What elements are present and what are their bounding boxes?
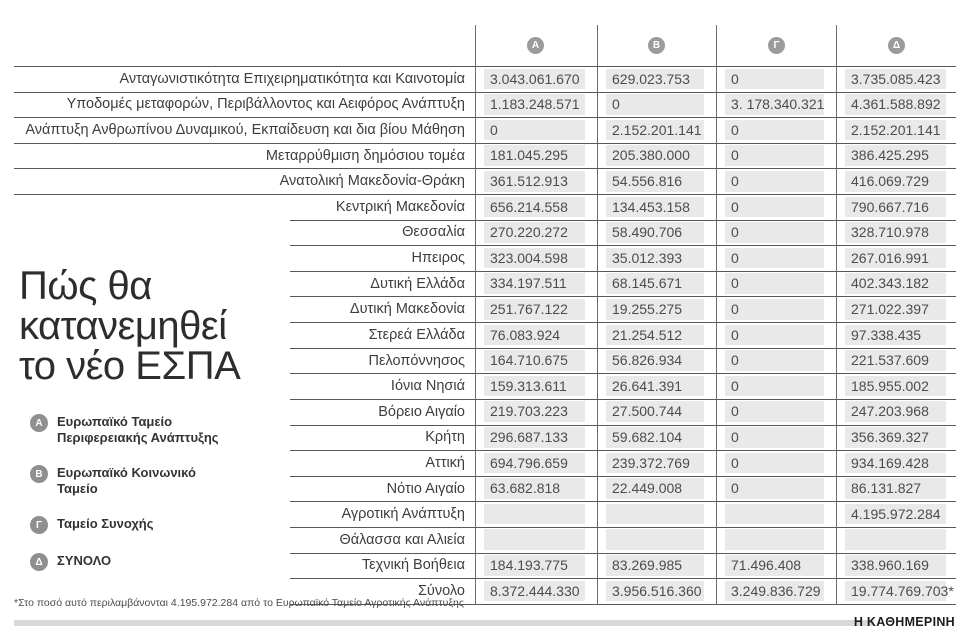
cell-value: 27.500.744: [606, 401, 704, 422]
row-label: Κρήτη: [425, 429, 465, 446]
table-cell-b: [597, 245, 716, 271]
table-cell-a: [475, 476, 597, 502]
table-cell-d: [836, 143, 958, 169]
cell-value: 656.214.558: [484, 197, 585, 218]
cell-value: 58.490.706: [606, 222, 704, 243]
legend-badge-d-icon: Δ: [30, 553, 48, 571]
cell-value: 3.043.061.670: [484, 69, 585, 90]
table-cell-b: [597, 399, 716, 425]
table-cell-c: [716, 476, 836, 502]
legend-label: ΣΥΝΟΛΟ: [57, 553, 112, 568]
cell-value: 3.956.516.360: [606, 581, 704, 602]
row-label: Βόρειο Αιγαίο: [378, 403, 465, 420]
table-cell-c: [716, 348, 836, 374]
table-cell-c: [716, 143, 836, 169]
cell-value: 21.254.512: [606, 325, 704, 346]
cell-value: 181.045.295: [484, 145, 585, 166]
cell-value: 0: [725, 197, 824, 218]
table-cell-b: [597, 527, 716, 553]
table-cell-c: [716, 553, 836, 579]
table-cell-d: [836, 425, 958, 451]
cell-value: 0: [725, 325, 824, 346]
table-cell-c: [716, 322, 836, 348]
cell-value: 629.023.753: [606, 69, 704, 90]
table-cell-b: [597, 194, 716, 220]
table-cell-a: [475, 578, 597, 604]
legend-item-total: [30, 553, 235, 571]
row-label: Δυτική Μακεδονία: [349, 301, 465, 318]
cell-value: 3. 178.340.321: [725, 94, 824, 115]
cell-value: 267.016.991: [845, 248, 946, 269]
table-row: [0, 220, 958, 246]
table-cell-d: [836, 168, 958, 194]
legend-item-erdf: [30, 414, 235, 446]
legend-badge-a-icon: Α: [30, 414, 48, 432]
table-cell-c: [716, 527, 836, 553]
cell-value: 0: [725, 69, 824, 90]
cell-value: 239.372.769: [606, 453, 704, 474]
cell-value: 0: [725, 120, 824, 141]
table-cell-a: [475, 117, 597, 143]
table-cell-a: [475, 296, 597, 322]
cell-value: 361.512.913: [484, 171, 585, 192]
table-cell-a: [475, 553, 597, 579]
table-cell-c: [716, 271, 836, 297]
table-cell-c: [716, 92, 836, 118]
column-badge-c: Γ: [768, 37, 785, 54]
cell-value: 0: [725, 376, 824, 397]
table-cell-b: [597, 450, 716, 476]
table-cell-c: [716, 117, 836, 143]
table-cell-b: [597, 501, 716, 527]
cell-value: 0: [725, 222, 824, 243]
cell-value: 19.255.275: [606, 299, 704, 320]
cell-value: 251.767.122: [484, 299, 585, 320]
row-label: Υποδομές μεταφορών, Περιβάλλοντος και Αειφόρος Ανάπτυξη: [66, 96, 465, 113]
table-cell-a: [475, 92, 597, 118]
table-cell-d: [836, 220, 958, 246]
table-cell-b: [597, 578, 716, 604]
cell-value: [725, 529, 824, 550]
table-cell-c: [716, 578, 836, 604]
cell-value: 416.069.729: [845, 171, 946, 192]
cell-value: 0: [725, 427, 824, 448]
cell-value: 0: [725, 401, 824, 422]
table-cell-c: [716, 450, 836, 476]
row-label: Ανατολική Μακεδονία-Θράκη: [279, 173, 465, 190]
cell-value: [484, 504, 585, 525]
table-cell-a: [475, 322, 597, 348]
cell-value: 22.449.008: [606, 478, 704, 499]
table-cell-d: [836, 92, 958, 118]
cell-value: 2.152.201.141: [845, 120, 946, 141]
table-cell-b: [597, 296, 716, 322]
cell-value: 59.682.104: [606, 427, 704, 448]
table-cell-d: [836, 501, 958, 527]
cell-value: 4.195.972.284: [845, 504, 946, 525]
row-label: Τεχνική Βοήθεια: [361, 557, 465, 574]
row-label: Στερεά Ελλάδα: [368, 326, 465, 343]
cell-value: 134.453.158: [606, 197, 704, 218]
cell-value: 934.169.428: [845, 453, 946, 474]
table-cell-a: [475, 194, 597, 220]
row-label: Θεσσαλία: [402, 224, 465, 241]
cell-value: 54.556.816: [606, 171, 704, 192]
table-cell-a: [475, 425, 597, 451]
cell-value: 184.193.775: [484, 555, 585, 576]
cell-value: 76.083.924: [484, 325, 585, 346]
cell-value: 323.004.598: [484, 248, 585, 269]
table-cell-a: [475, 66, 597, 92]
table-cell-b: [597, 476, 716, 502]
cell-value: 296.687.133: [484, 427, 585, 448]
legend: [30, 414, 235, 571]
table-cell-d: [836, 373, 958, 399]
column-badge-a: Α: [527, 37, 544, 54]
table-cell-a: [475, 348, 597, 374]
row-label: Ανάπτυξη Ανθρωπίνου Δυναμικού, Εκπαίδευση και δια βίου Μάθηση: [25, 122, 465, 139]
cell-value: 328.710.978: [845, 222, 946, 243]
table-cell-a: [475, 501, 597, 527]
row-label: Κεντρική Μακεδονία: [335, 198, 465, 215]
cell-value: 0: [725, 248, 824, 269]
table-row: [0, 168, 958, 194]
column-badge-d: Δ: [888, 37, 905, 54]
cell-value: [606, 504, 704, 525]
cell-value: 0: [725, 478, 824, 499]
table-cell-d: [836, 553, 958, 579]
cell-value: 338.960.169: [845, 555, 946, 576]
cell-value: 219.703.223: [484, 401, 585, 422]
row-label: Μεταρρύθμιση δημόσιου τομέα: [265, 147, 465, 164]
cell-value: 270.220.272: [484, 222, 585, 243]
table-cell-d: [836, 296, 958, 322]
table-cell-c: [716, 220, 836, 246]
cell-value: 26.641.391: [606, 376, 704, 397]
table-cell-a: [475, 220, 597, 246]
cell-value: 694.796.659: [484, 453, 585, 474]
cell-value: 0: [725, 453, 824, 474]
cell-value: 356.369.327: [845, 427, 946, 448]
table-cell-d: [836, 271, 958, 297]
column-badge-b: Β: [648, 37, 665, 54]
table-cell-d: [836, 476, 958, 502]
table-row: [0, 66, 958, 92]
cell-value: 0: [725, 273, 824, 294]
row-label: Αγροτική Ανάπτυξη: [341, 506, 465, 523]
row-label: Ιόνια Νησιά: [390, 378, 465, 395]
cell-value: 386.425.295: [845, 145, 946, 166]
table-cell-d: [836, 322, 958, 348]
table-row: [0, 194, 958, 220]
table-cell-d: [836, 245, 958, 271]
table-cell-b: [597, 373, 716, 399]
row-label: Θάλασσα και Αλιεία: [339, 531, 465, 548]
cell-value: 334.197.511: [484, 273, 585, 294]
table-cell-b: [597, 168, 716, 194]
cell-value: 0: [606, 94, 704, 115]
legend-label: Ταμείο Συνοχής: [57, 516, 154, 531]
cell-value: 1.183.248.571: [484, 94, 585, 115]
cell-value: 185.955.002: [845, 376, 946, 397]
cell-value: 83.269.985: [606, 555, 704, 576]
title-line: το νέο ΕΣΠΑ: [19, 344, 241, 388]
cell-value: 8.372.444.330: [484, 581, 585, 602]
footnote: *Στο ποσό αυτό περιλαμβάνονται 4.195.972.284 από το Ευρωπαϊκό Ταμείο Αγροτικής Ανάπτυξης: [14, 597, 464, 609]
row-label: Πελοπόννησος: [368, 352, 465, 369]
cell-value: 3.249.836.729: [725, 581, 824, 602]
table-cell-b: [597, 66, 716, 92]
cell-value: 86.131.827: [845, 478, 946, 499]
legend-item-esf: [30, 465, 235, 497]
table-row: [0, 92, 958, 118]
table-cell-b: [597, 220, 716, 246]
table-cell-d: [836, 527, 958, 553]
table-cell-c: [716, 245, 836, 271]
cell-value: [725, 504, 824, 525]
cell-value: 56.826.934: [606, 350, 704, 371]
table-cell-b: [597, 322, 716, 348]
table-cell-a: [475, 168, 597, 194]
title-line: κατανεμηθεί: [19, 304, 227, 348]
cell-value: 19.774.769.703*: [845, 581, 946, 602]
cell-value: [606, 529, 704, 550]
legend-badge-c-icon: Γ: [30, 516, 48, 534]
table-cell-c: [716, 66, 836, 92]
table-cell-d: [836, 399, 958, 425]
table-row: [0, 143, 958, 169]
cell-value: 63.682.818: [484, 478, 585, 499]
row-label: Αττική: [425, 454, 465, 471]
cell-value: 0: [725, 350, 824, 371]
cell-value: 0: [725, 145, 824, 166]
table-cell-d: [836, 66, 958, 92]
table-cell-c: [716, 501, 836, 527]
table-cell-a: [475, 271, 597, 297]
cell-value: 271.022.397: [845, 299, 946, 320]
legend-label: Ευρωπαϊκό Ταμείο Περιφερειακής Ανάπτυξης: [57, 414, 219, 445]
row-label: Δυτική Ελλάδα: [370, 275, 465, 292]
cell-value: 164.710.675: [484, 350, 585, 371]
table-cell-c: [716, 194, 836, 220]
table-cell-b: [597, 117, 716, 143]
table-cell-d: [836, 348, 958, 374]
cell-value: 2.152.201.141: [606, 120, 704, 141]
cell-value: 205.380.000: [606, 145, 704, 166]
page-title: [19, 266, 240, 386]
table-cell-c: [716, 168, 836, 194]
table-cell-a: [475, 450, 597, 476]
table-cell-c: [716, 373, 836, 399]
cell-value: 0: [484, 120, 585, 141]
table-cell-d: [836, 450, 958, 476]
cell-value: 0: [725, 299, 824, 320]
table-cell-c: [716, 296, 836, 322]
row-label: Σύνολο: [417, 582, 465, 599]
cell-value: 35.012.393: [606, 248, 704, 269]
source-logo: Η ΚΑΘΗΜΕΡΙΝΗ: [853, 615, 955, 629]
cell-value: 402.343.182: [845, 273, 946, 294]
table-cell-a: [475, 143, 597, 169]
row-label: Νότιο Αιγαίο: [386, 480, 465, 497]
row-label: Ηπειρος: [411, 250, 465, 267]
title-line: Πώς θα: [19, 264, 152, 308]
table-cell-d: [836, 117, 958, 143]
table-cell-a: [475, 527, 597, 553]
table-cell-d: [836, 194, 958, 220]
cell-value: 247.203.968: [845, 401, 946, 422]
row-label: Ανταγωνιστικότητα Επιχειρηματικότητα και Καινοτομία: [119, 70, 465, 87]
table-cell-a: [475, 373, 597, 399]
table-cell-b: [597, 271, 716, 297]
table-cell-a: [475, 245, 597, 271]
legend-label: Ευρωπαϊκό Κοινωνικό Ταμείο: [57, 465, 196, 496]
table-cell-b: [597, 143, 716, 169]
cell-value: 97.338.435: [845, 325, 946, 346]
cell-value: [845, 529, 946, 550]
cell-value: 0: [725, 171, 824, 192]
legend-badge-b-icon: Β: [30, 465, 48, 483]
cell-value: 790.667.716: [845, 197, 946, 218]
cell-value: 68.145.671: [606, 273, 704, 294]
cell-value: 71.496.408: [725, 555, 824, 576]
cell-value: [484, 529, 585, 550]
table-cell-a: [475, 399, 597, 425]
legend-item-cohesion: [30, 516, 235, 534]
cell-value: 4.361.588.892: [845, 94, 946, 115]
cell-value: 159.313.611: [484, 376, 585, 397]
footer-rule: [14, 620, 874, 626]
cell-value: 3.735.085.423: [845, 69, 946, 90]
table-cell-c: [716, 399, 836, 425]
cell-value: 221.537.609: [845, 350, 946, 371]
table-cell-b: [597, 425, 716, 451]
table-cell-d: [836, 578, 958, 604]
table-cell-b: [597, 92, 716, 118]
table-cell-c: [716, 425, 836, 451]
table-cell-b: [597, 348, 716, 374]
table-row: [0, 117, 958, 143]
table-cell-b: [597, 553, 716, 579]
